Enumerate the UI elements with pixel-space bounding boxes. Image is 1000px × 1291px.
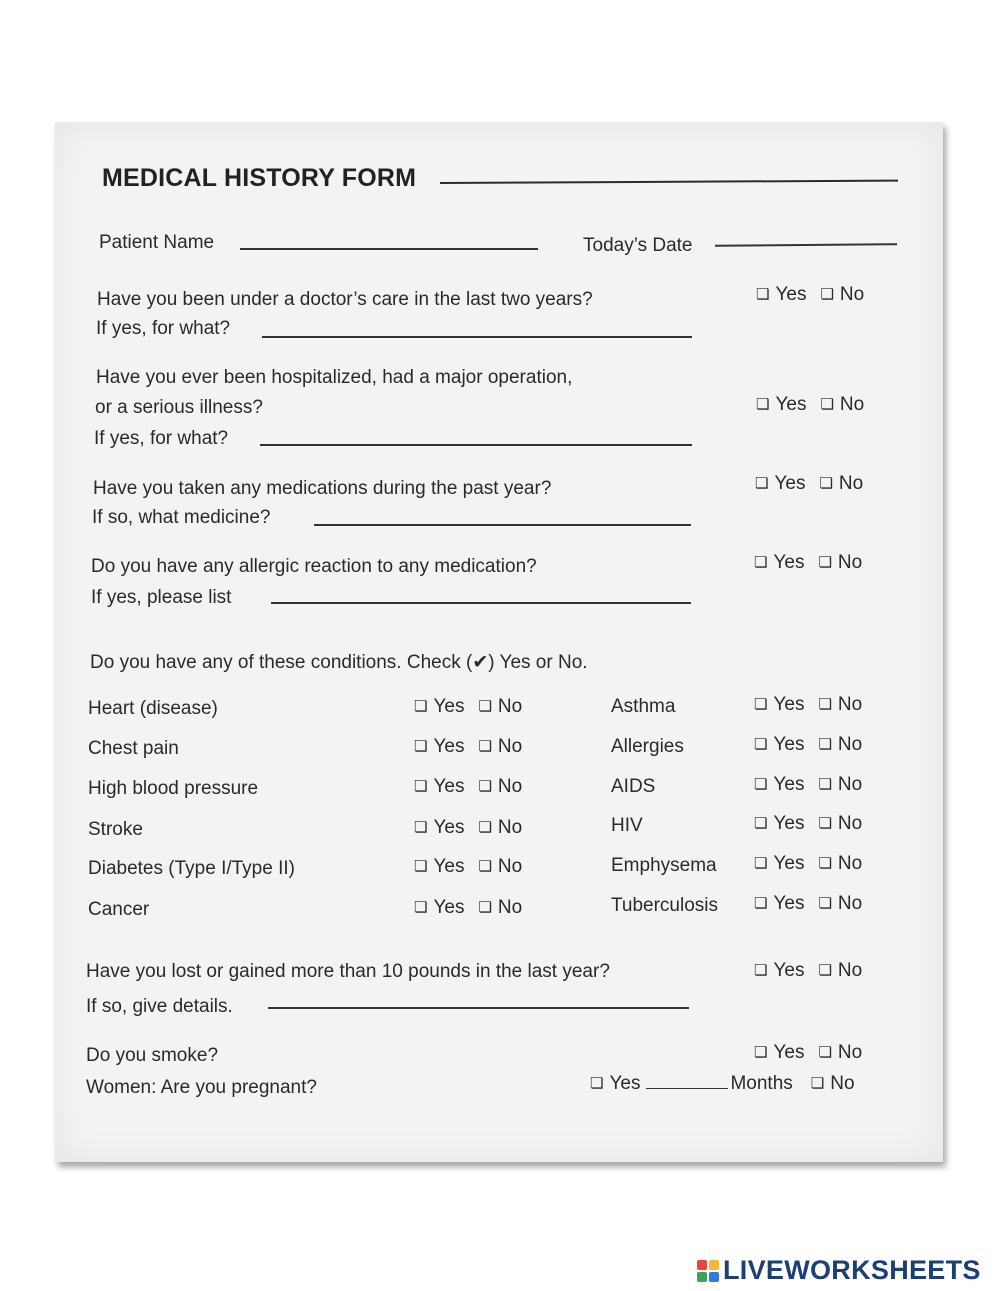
- checkbox-icon: ❏: [478, 698, 492, 715]
- checkbox-icon: ❏: [818, 962, 832, 979]
- q6-no-label: No: [837, 1042, 863, 1063]
- checkbox-icon: ❏: [754, 554, 768, 571]
- checkbox-icon: ❏: [755, 475, 769, 492]
- q5-followup-field[interactable]: [268, 1007, 689, 1009]
- form-title: MEDICAL HISTORY FORM: [102, 164, 417, 192]
- condition-yes-checkbox[interactable]: [754, 893, 804, 915]
- q7-no-checkbox[interactable]: [811, 1073, 855, 1095]
- todays-date-label: Today’s Date: [583, 235, 693, 256]
- condition-yes-label: Yes: [773, 774, 805, 795]
- condition-yes-checkbox[interactable]: [414, 776, 464, 798]
- condition-yes-label: Yes: [433, 817, 465, 838]
- q7-yes-label: Yes: [609, 1073, 641, 1094]
- check-mark-icon: ✔: [472, 652, 489, 673]
- liveworksheets-logo: [697, 1255, 981, 1286]
- checkbox-icon: ❏: [754, 962, 768, 979]
- condition-yes-label: Yes: [433, 736, 465, 757]
- q5-yes-label: Yes: [773, 960, 805, 981]
- q1-followup-label: If yes, for what?: [96, 318, 231, 339]
- condition-no-checkbox[interactable]: [818, 813, 862, 835]
- condition-label-left: Chest pain: [88, 738, 179, 759]
- condition-options: [414, 696, 522, 718]
- checkbox-icon: ❏: [818, 1044, 832, 1061]
- checkbox-icon: ❏: [818, 895, 832, 912]
- condition-yes-checkbox[interactable]: [414, 897, 464, 919]
- condition-yes-label: Yes: [773, 893, 805, 914]
- q6-yes-checkbox[interactable]: [754, 1042, 804, 1064]
- q4-no-checkbox[interactable]: [818, 552, 862, 574]
- q1-followup-field[interactable]: [262, 336, 692, 338]
- checkbox-icon: ❏: [414, 738, 428, 755]
- condition-no-checkbox[interactable]: [818, 734, 862, 756]
- q5-options: [754, 960, 862, 982]
- condition-options: [414, 856, 522, 878]
- checkbox-icon: ❏: [590, 1075, 604, 1092]
- condition-yes-checkbox[interactable]: [414, 817, 464, 839]
- q1-text: Have you been under a doctor’s care in the last two years?: [97, 289, 593, 310]
- condition-options: [754, 694, 862, 716]
- checkbox-icon: ❏: [478, 899, 492, 916]
- condition-no-checkbox[interactable]: [818, 893, 862, 915]
- q6-no-checkbox[interactable]: [818, 1042, 862, 1064]
- condition-options: [754, 813, 862, 835]
- condition-yes-checkbox[interactable]: [754, 734, 804, 756]
- q2-yes-checkbox[interactable]: [756, 394, 806, 416]
- condition-no-checkbox[interactable]: [818, 774, 862, 796]
- checkbox-icon: ❏: [810, 1075, 825, 1092]
- q7-months-label: Months: [730, 1073, 793, 1094]
- checkbox-icon: ❏: [818, 776, 832, 793]
- condition-yes-label: Yes: [773, 734, 805, 755]
- condition-yes-label: Yes: [773, 813, 805, 834]
- checkbox-icon: ❏: [478, 738, 492, 755]
- checkbox-icon: ❏: [819, 475, 833, 492]
- condition-no-checkbox[interactable]: [478, 897, 522, 919]
- q4-text: Do you have any allergic reaction to any medication?: [91, 556, 537, 577]
- q4-yes-checkbox[interactable]: [754, 552, 804, 574]
- q2-text-line1: Have you ever been hospitalized, had a major operation,: [96, 367, 573, 388]
- checkbox-icon: ❏: [414, 819, 428, 836]
- q3-followup-label: If so, what medicine?: [92, 507, 271, 528]
- condition-yes-label: Yes: [433, 897, 465, 918]
- q6-options: [754, 1042, 862, 1064]
- q5-followup-label: If so, give details.: [86, 996, 233, 1017]
- condition-label-right: Tuberculosis: [611, 895, 719, 916]
- condition-label-right: HIV: [611, 815, 643, 836]
- instruction-post: ) Yes or No.: [488, 652, 588, 673]
- checkbox-icon: ❏: [414, 899, 428, 916]
- q2-no-label: No: [839, 394, 865, 415]
- q7-no-label: No: [830, 1073, 855, 1094]
- condition-yes-checkbox[interactable]: [414, 736, 464, 758]
- q2-followup-field[interactable]: [260, 444, 692, 446]
- condition-yes-label: Yes: [773, 853, 805, 874]
- checkbox-icon: ❏: [414, 698, 428, 715]
- condition-yes-label: Yes: [433, 856, 465, 877]
- checkbox-icon: ❏: [754, 1044, 768, 1061]
- checkbox-icon: ❏: [478, 819, 492, 836]
- q2-no-checkbox[interactable]: [820, 394, 864, 416]
- checkbox-icon: ❏: [756, 286, 770, 303]
- condition-no-checkbox[interactable]: [818, 853, 862, 875]
- q3-no-checkbox[interactable]: [819, 473, 863, 495]
- q1-options: [756, 284, 864, 306]
- condition-label-right: Asthma: [611, 696, 676, 717]
- q4-no-label: No: [837, 552, 863, 573]
- q5-yes-checkbox[interactable]: [754, 960, 804, 982]
- patient-name-field[interactable]: [240, 248, 538, 250]
- condition-label-left: High blood pressure: [88, 778, 259, 799]
- condition-no-label: No: [837, 694, 863, 715]
- q3-followup-field[interactable]: [314, 524, 691, 526]
- condition-yes-label: Yes: [773, 694, 805, 715]
- checkbox-icon: ❏: [754, 895, 768, 912]
- checkbox-icon: ❏: [478, 858, 492, 875]
- condition-no-label: No: [837, 853, 863, 874]
- condition-no-label: No: [837, 893, 863, 914]
- checkbox-icon: ❏: [754, 776, 768, 793]
- condition-options: [414, 817, 522, 839]
- condition-no-label: No: [497, 817, 523, 838]
- condition-no-label: No: [497, 776, 523, 797]
- condition-label-left: Cancer: [88, 899, 150, 920]
- condition-no-checkbox[interactable]: [478, 856, 522, 878]
- q6-yes-label: Yes: [773, 1042, 805, 1063]
- q1-yes-label: Yes: [775, 284, 807, 305]
- condition-yes-checkbox[interactable]: [754, 853, 804, 875]
- condition-options: [754, 734, 862, 756]
- q2-options: [756, 394, 864, 416]
- checkbox-icon: ❏: [754, 815, 768, 832]
- checkbox-icon: ❏: [820, 286, 834, 303]
- checkbox-icon: ❏: [818, 855, 832, 872]
- condition-no-label: No: [837, 734, 863, 755]
- condition-options: [414, 736, 522, 758]
- condition-options: [754, 774, 862, 796]
- brand-logo-icon: [697, 1260, 719, 1282]
- q5-no-checkbox[interactable]: [818, 960, 862, 982]
- q7-months-field[interactable]: [646, 1072, 728, 1089]
- condition-no-label: No: [837, 774, 863, 795]
- condition-label-left: Heart (disease): [88, 698, 218, 719]
- checkbox-icon: ❏: [754, 855, 768, 872]
- q1-yes-checkbox[interactable]: [756, 284, 806, 306]
- condition-label-left: Stroke: [88, 819, 143, 840]
- q7-options: [590, 1072, 855, 1095]
- condition-no-label: No: [497, 856, 523, 877]
- q3-yes-label: Yes: [774, 473, 806, 494]
- condition-label-right: Emphysema: [611, 855, 717, 876]
- q3-yes-checkbox[interactable]: [755, 473, 805, 495]
- q2-followup-label: If yes, for what?: [94, 428, 229, 449]
- q4-options: [754, 552, 862, 574]
- checkbox-icon: ❏: [414, 778, 428, 795]
- checkbox-icon: ❏: [818, 815, 832, 832]
- condition-yes-checkbox[interactable]: [414, 696, 464, 718]
- condition-yes-checkbox[interactable]: [754, 694, 804, 716]
- condition-options: [754, 853, 862, 875]
- checkbox-icon: ❏: [414, 858, 428, 875]
- q1-no-label: No: [839, 284, 865, 305]
- patient-name-label: Patient Name: [99, 232, 215, 253]
- checkbox-icon: ❏: [754, 736, 768, 753]
- q3-no-label: No: [838, 473, 864, 494]
- checkbox-icon: ❏: [820, 396, 834, 413]
- q7-yes-checkbox[interactable]: [590, 1073, 640, 1095]
- checkbox-icon: ❏: [818, 736, 832, 753]
- checkbox-icon: ❏: [818, 696, 832, 713]
- condition-no-checkbox[interactable]: [478, 736, 522, 758]
- q3-text: Have you taken any medications during the past year?: [93, 478, 552, 499]
- condition-options: [414, 776, 522, 798]
- condition-label-right: AIDS: [611, 776, 656, 797]
- condition-no-checkbox[interactable]: [478, 776, 522, 798]
- q7-text: Women: Are you pregnant?: [86, 1077, 317, 1098]
- condition-options: [754, 893, 862, 915]
- q4-followup-field[interactable]: [271, 602, 691, 604]
- brand-text: LIVEWORKSHEETS: [723, 1255, 981, 1285]
- checkbox-icon: ❏: [478, 778, 492, 795]
- instruction-pre: Do you have any of these conditions. Check (: [90, 652, 473, 673]
- q5-text: Have you lost or gained more than 10 pounds in the last year?: [86, 961, 610, 982]
- condition-yes-label: Yes: [433, 776, 465, 797]
- condition-no-label: No: [497, 736, 523, 757]
- condition-no-checkbox[interactable]: [478, 817, 522, 839]
- condition-no-label: No: [497, 696, 523, 717]
- q3-options: [755, 473, 863, 495]
- condition-no-checkbox[interactable]: [478, 696, 522, 718]
- q2-text-line2: or a serious illness?: [95, 397, 263, 418]
- q4-followup-label: If yes, please list: [91, 587, 232, 608]
- q1-no-checkbox[interactable]: [820, 284, 864, 306]
- condition-yes-checkbox[interactable]: [414, 856, 464, 878]
- checkbox-icon: ❏: [756, 396, 770, 413]
- condition-no-checkbox[interactable]: [818, 694, 862, 716]
- q6-text: Do you smoke?: [86, 1045, 219, 1066]
- condition-yes-checkbox[interactable]: [754, 813, 804, 835]
- q2-yes-label: Yes: [775, 394, 807, 415]
- condition-label-right: Allergies: [611, 736, 684, 757]
- conditions-instruction: [90, 651, 588, 674]
- condition-no-label: No: [497, 897, 523, 918]
- q5-no-label: No: [837, 960, 863, 981]
- condition-label-left: Diabetes (Type I/Type II): [88, 858, 295, 879]
- q4-yes-label: Yes: [773, 552, 805, 573]
- condition-no-label: No: [837, 813, 863, 834]
- condition-yes-label: Yes: [433, 696, 465, 717]
- condition-yes-checkbox[interactable]: [754, 774, 804, 796]
- checkbox-icon: ❏: [818, 554, 832, 571]
- condition-options: [414, 897, 522, 919]
- checkbox-icon: ❏: [754, 696, 768, 713]
